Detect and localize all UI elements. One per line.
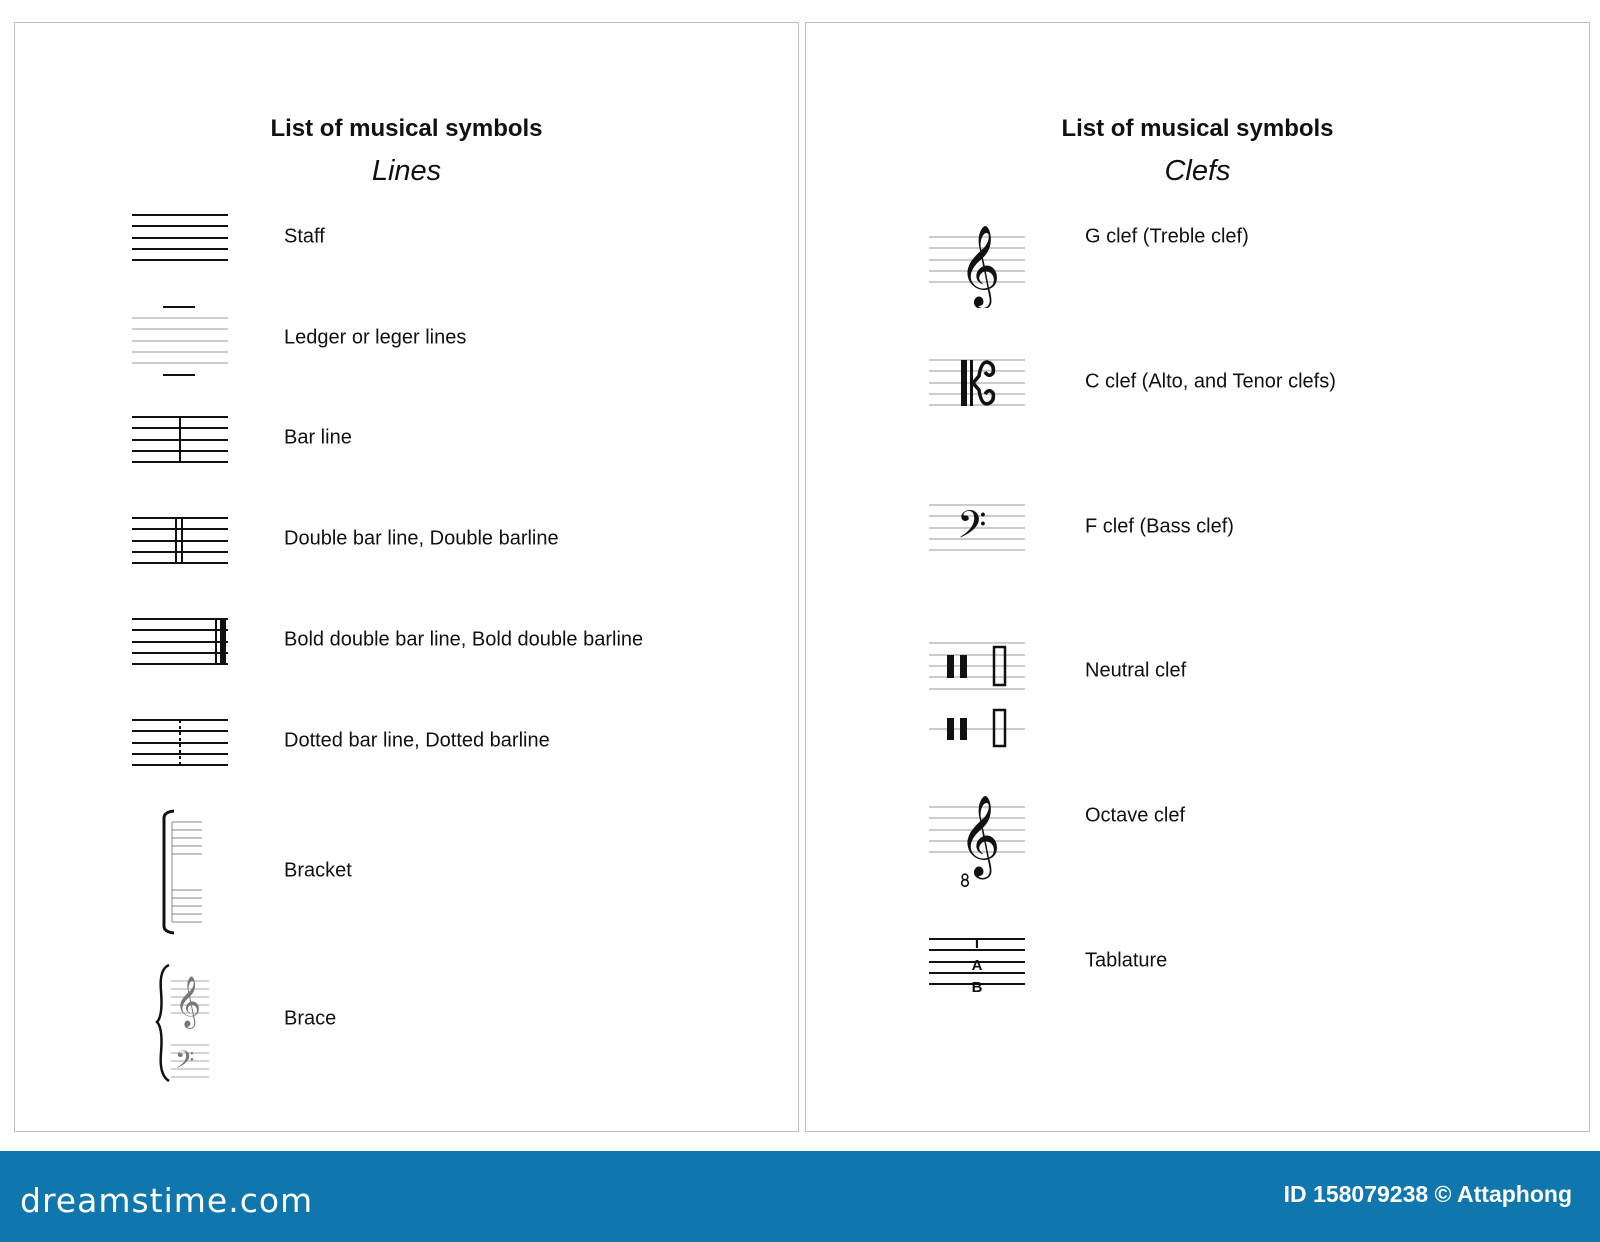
staff-icon bbox=[132, 213, 228, 263]
panel-title: List of musical symbols bbox=[270, 115, 543, 142]
brace-bass-clef-icon: 𝄢 bbox=[175, 1046, 195, 1081]
symbol-label: C clef (Alto, and Tenor clefs) bbox=[1085, 370, 1336, 393]
symbol-label: Bold double bar line, Bold double barline bbox=[284, 628, 644, 651]
lines-panel bbox=[14, 22, 799, 1132]
svg-text:𝄞: 𝄞 bbox=[959, 794, 1001, 876]
neutral-clef-icon bbox=[929, 635, 1025, 750]
symbol-label: Dotted bar line, Dotted barline bbox=[284, 729, 550, 752]
bass-clef-icon bbox=[929, 501, 1025, 561]
footer-bar bbox=[0, 1151, 1600, 1242]
bracket-icon bbox=[160, 808, 210, 938]
symbol-label: Ledger or leger lines bbox=[284, 326, 467, 349]
symbol-label: Tablature bbox=[1085, 949, 1168, 972]
panel-subtitle: Clefs bbox=[1164, 155, 1231, 187]
tablature-icon bbox=[929, 933, 1025, 999]
symbol-label: Octave clef bbox=[1085, 804, 1186, 827]
symbol-label: Staff bbox=[284, 225, 325, 248]
symbol-label: Double bar line, Double barline bbox=[284, 527, 559, 550]
symbol-label: Bracket bbox=[284, 859, 352, 882]
tab-letter-b: B bbox=[971, 979, 983, 996]
symbol-label: F clef (Bass clef) bbox=[1085, 515, 1234, 538]
tab-letter-a: A bbox=[971, 957, 983, 974]
clefs-panel bbox=[805, 22, 1590, 1132]
dotted-bar-line-icon bbox=[132, 718, 228, 768]
brace-treble-clef-icon: 𝄞 bbox=[175, 976, 202, 1027]
symbol-label: Bar line bbox=[284, 426, 352, 449]
octave-eight-mark bbox=[962, 874, 969, 886]
symbol-label: G clef (Treble clef) bbox=[1085, 225, 1249, 248]
tab-letter-t: T bbox=[972, 935, 982, 952]
symbol-label: Brace bbox=[284, 1007, 337, 1030]
brace-icon bbox=[155, 961, 215, 1086]
octave-clef-icon bbox=[929, 783, 1025, 891]
c-clef-icon bbox=[929, 356, 1025, 416]
double-bar-line-icon bbox=[132, 516, 228, 566]
svg-text:𝄢: 𝄢 bbox=[957, 502, 987, 556]
panel-title: List of musical symbols bbox=[1061, 115, 1334, 142]
dreamstime-logo[interactable]: dreamstime.com bbox=[20, 1181, 314, 1220]
bar-line-icon bbox=[132, 415, 228, 465]
ledger-lines-icon bbox=[132, 303, 228, 379]
symbol-label: Neutral clef bbox=[1085, 659, 1187, 682]
image-credit: ID 158079238 © Attaphong bbox=[1283, 1181, 1572, 1207]
bold-double-bar-line-icon bbox=[132, 617, 228, 667]
svg-text:𝄞: 𝄞 bbox=[959, 224, 1001, 306]
panel-subtitle: Lines bbox=[371, 155, 442, 187]
treble-clef-icon bbox=[929, 213, 1025, 308]
